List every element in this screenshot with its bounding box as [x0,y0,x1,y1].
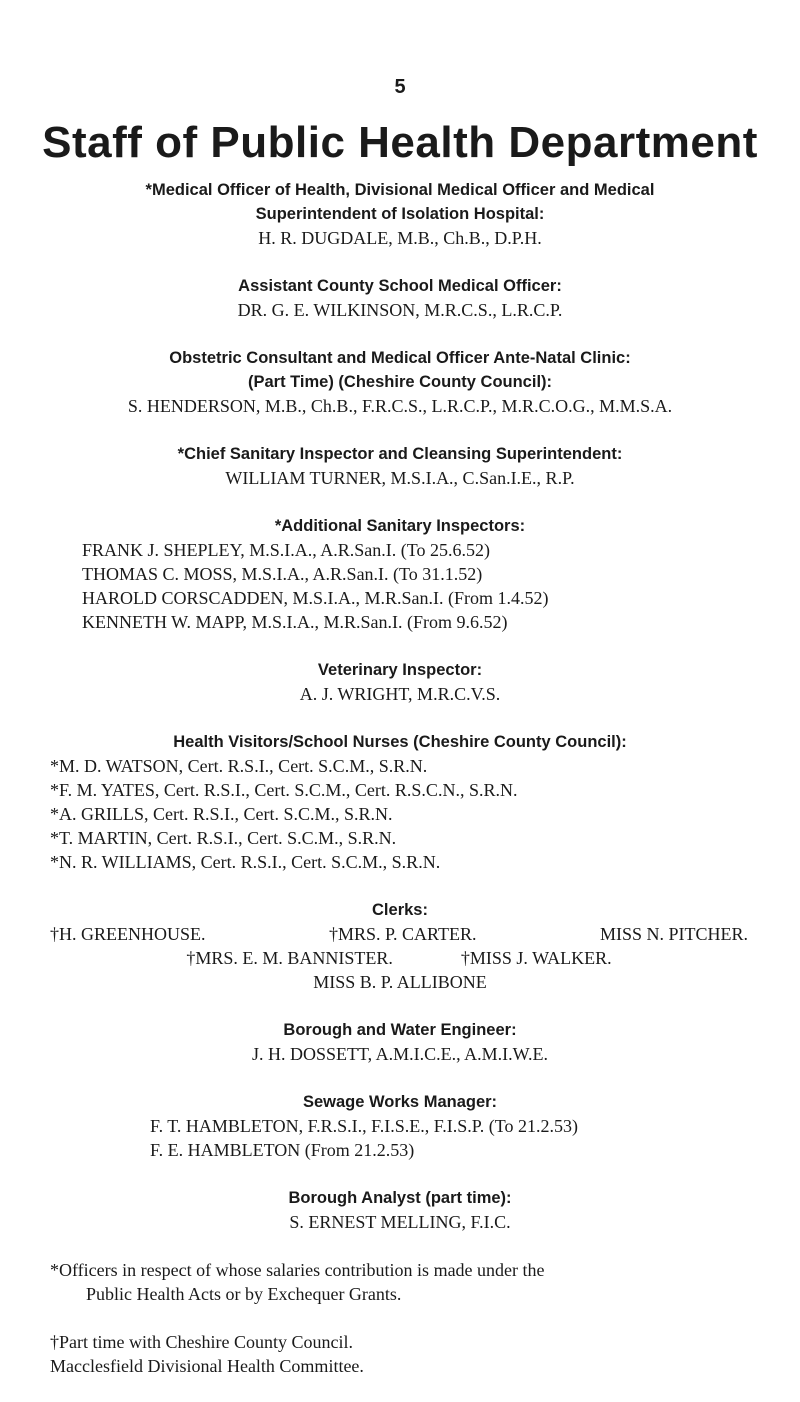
obstetric-heading-line-2: (Part Time) (Cheshire County Council): [247,373,553,391]
chief-sanitary-heading: *Chief Sanitary Inspector and Cleansing Superintendent: [177,445,623,463]
additional-sanitary-name: THOMAS C. MOSS, M.S.I.A., A.R.San.I. (To 31.1.52) [82,564,483,584]
chief-sanitary-section [50,442,750,490]
analyst-heading: Borough Analyst (part time): [288,1189,512,1207]
additional-sanitary-heading: *Additional Sanitary Inspectors: [274,517,526,535]
health-visitors-section [50,730,750,874]
health-visitor-name: *A. GRILLS, Cert. R.S.I., Cert. S.C.M., S.R.N. [50,804,393,824]
additional-sanitary-name: FRANK J. SHEPLEY, M.S.I.A., A.R.San.I. (To 25.6.52) [82,540,490,560]
clerk-name: †MISS J. WALKER. [460,948,612,968]
health-visitor-name: *M. D. WATSON, Cert. R.S.I., Cert. S.C.M., S.R.N. [50,756,428,776]
clerks-row-1 [50,922,750,946]
obstetric-heading-line-1: Obstetric Consultant and Medical Officer Ante-Natal Clinic: [169,349,631,367]
footnote-part-time-line-1: †Part time with Cheshire County Council. [50,1332,353,1352]
health-visitor-name: *F. M. YATES, Cert. R.S.I., Cert. S.C.M., Cert. R.S.C.N., S.R.N. [50,780,518,800]
chief-sanitary-name: WILLIAM TURNER, M.S.I.A., C.San.I.E., R.P. [225,468,575,488]
clerks-heading: Clerks: [372,901,428,919]
health-visitor-name: *N. R. WILLIAMS, Cert. R.S.I., Cert. S.C.M., S.R.N. [50,852,441,872]
moh-section [50,178,750,250]
clerk-name: †H. GREENHOUSE. [50,924,206,944]
ascmo-heading: Assistant County School Medical Officer: [238,277,562,295]
footnote-part-time [50,1330,750,1378]
sewage-heading: Sewage Works Manager: [302,1093,498,1111]
footnote-officers-line-2: Public Health Acts or by Exchequer Grants. [86,1284,402,1304]
moh-name: H. R. DUGDALE, M.B., Ch.B., D.P.H. [258,228,542,248]
veterinary-heading: Veterinary Inspector: [317,661,483,679]
ascmo-section [50,274,750,322]
staff-list [50,178,750,1402]
clerks-row-2 [50,946,750,970]
moh-heading-line-1: *Medical Officer of Health, Divisional Medical Officer and Medical [145,181,655,199]
sewage-section [50,1090,750,1162]
clerk-name: MISS B. P. ALLIBONE [313,972,487,992]
sewage-manager-name: F. E. HAMBLETON (From 21.2.53) [150,1140,415,1160]
footnote-officers [50,1258,750,1306]
footnote-officers-line-1: *Officers in respect of whose salaries contribution is made under the [50,1260,545,1280]
additional-sanitary-name: KENNETH W. MAPP, M.S.I.A., M.R.San.I. (From 9.6.52) [82,612,508,632]
obstetric-name: S. HENDERSON, M.B., Ch.B., F.R.C.S., L.R.C.P., M.R.C.O.G., M.M.S.A. [127,396,673,416]
obstetric-section [50,346,750,418]
health-visitors-heading: Health Visitors/School Nurses (Cheshire County Council): [173,733,627,751]
clerk-name: MISS N. PITCHER. [599,924,748,944]
engineer-name: J. H. DOSSETT, A.M.I.C.E., A.M.I.W.E. [251,1044,548,1064]
additional-sanitary-section [50,514,750,634]
clerks-section [50,898,750,994]
clerk-name: †MRS. E. M. BANNISTER. [186,948,393,968]
page-title: Staff of Public Health Department [42,118,758,167]
analyst-section [50,1186,750,1234]
sewage-manager-name: F. T. HAMBLETON, F.R.S.I., F.I.S.E., F.I.S.P. (To 21.2.53) [150,1116,579,1136]
page-number: 5 [394,76,406,98]
engineer-heading: Borough and Water Engineer: [283,1021,517,1039]
health-visitor-name: *T. MARTIN, Cert. R.S.I., Cert. S.C.M., S.R.N. [50,828,397,848]
veterinary-section [50,658,750,706]
clerk-name: †MRS. P. CARTER. [329,924,477,944]
veterinary-name: A. J. WRIGHT, M.R.C.V.S. [299,684,501,704]
additional-sanitary-name: HAROLD CORSCADDEN, M.S.I.A., M.R.San.I. (From 1.4.52) [82,588,549,608]
ascmo-name: DR. G. E. WILKINSON, M.R.C.S., L.R.C.P. [237,300,563,320]
footnote-part-time-line-2: Macclesfield Divisional Health Committee. [50,1356,364,1376]
moh-heading-line-2: Superintendent of Isolation Hospital: [255,205,545,223]
analyst-name: S. ERNEST MELLING, F.I.C. [289,1212,511,1232]
engineer-section [50,1018,750,1066]
